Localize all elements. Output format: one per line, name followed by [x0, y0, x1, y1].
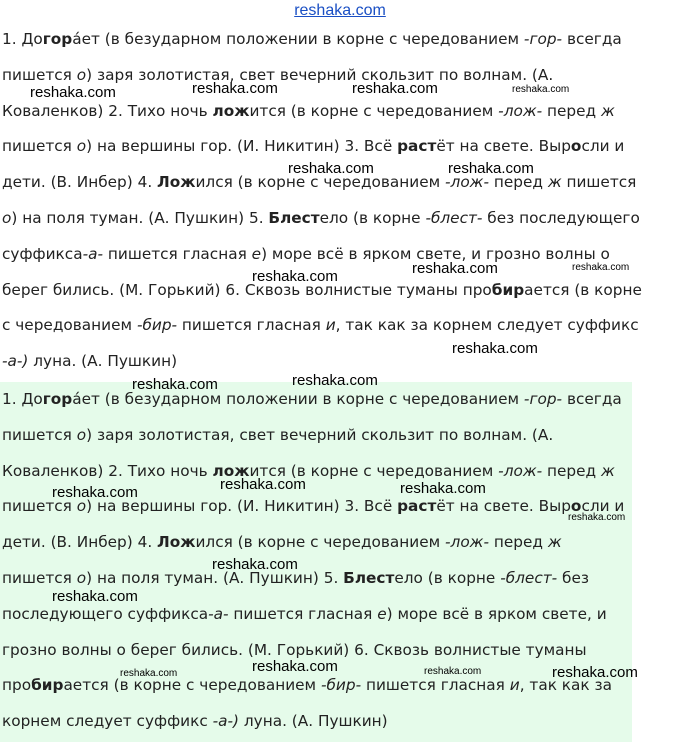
text: , так как за корнем следует суффикс [335, 316, 639, 335]
text: 2. Тихо ночь [103, 461, 213, 480]
text: ) заря золотистая, свет вечерний скользит по волнам. (А. Коваленков) [2, 65, 554, 120]
text: пишется [2, 497, 77, 516]
text: ается (в корне с чередованием [63, 676, 321, 695]
watermark: reshaka.com [52, 588, 138, 605]
text: 1. До [2, 390, 43, 408]
morpheme: -лож- [498, 101, 543, 120]
text: 4. [132, 533, 158, 552]
text: пишется [2, 137, 77, 156]
watermark: reshaka.com [352, 80, 438, 97]
text: сли и дети. (В. Инбер) [2, 137, 625, 192]
text: ёт на свете. Выр [436, 497, 571, 516]
text: пишется [561, 173, 637, 192]
text: 6. Сквозь волнистые туманы про [2, 640, 587, 695]
watermark: reshaka.com [252, 268, 338, 285]
watermark: reshaka.com [424, 666, 482, 677]
letter: о [76, 425, 87, 444]
morpheme: -а-) [212, 712, 239, 731]
text: пишется [2, 568, 77, 587]
text: ) заря золотистая, свет вечерний скользит по волнам. (А. Коваленков) [2, 425, 554, 480]
text: , так как за корнем следует суффикс [2, 676, 613, 731]
text: ) на вершины гор. (И. Никитин) [86, 497, 340, 516]
text: перед [489, 533, 548, 552]
text: без последующего суффикса [2, 568, 590, 623]
text: пишется гласная [361, 676, 510, 695]
text: ается (в корне с чередованием [2, 280, 642, 335]
letter: ж [600, 101, 615, 120]
morpheme: -лож- [498, 461, 543, 480]
letter: о [2, 208, 12, 227]
text: всегда пишется [2, 30, 622, 84]
text: ело (в корне [394, 568, 501, 587]
watermark: reshaka.com [252, 658, 338, 675]
text: ился (в корне с чередованием [195, 533, 446, 552]
morpheme: -бир- [136, 316, 178, 335]
letter: о [76, 137, 87, 156]
letter: о [76, 497, 87, 516]
text: áет (в безударном положении в корне с чередованием [72, 30, 524, 48]
morpheme: -бир- [320, 676, 362, 695]
root-highlight: Блест [268, 208, 320, 227]
text: 5. [318, 568, 344, 587]
root-highlight: лож [212, 461, 250, 480]
text: ) море всё в ярком свете, и грозно волны о берег бились. (М. Горький) [2, 244, 610, 299]
root-highlight: бир [31, 676, 64, 695]
text: пишется гласная [228, 604, 378, 623]
watermark: reshaka.com [452, 340, 538, 357]
watermark: reshaka.com [448, 160, 534, 177]
letter: и [325, 316, 336, 335]
text: ) на поля туман. (А. Пушкин) [86, 568, 319, 587]
text: 4. [132, 173, 158, 192]
letter: о [76, 65, 87, 84]
text: ился (в корне с чередованием [195, 173, 446, 192]
text: перед [489, 173, 548, 192]
text: 3. Всё [339, 497, 398, 516]
root-highlight: гор [42, 390, 73, 408]
answer-text-highlighted [0, 382, 632, 742]
watermark: reshaka.com [552, 664, 638, 681]
text: 3. Всё [339, 137, 398, 156]
morpheme: -а-) [2, 352, 29, 371]
watermark: reshaka.com [568, 512, 626, 523]
root-highlight: бир [491, 280, 525, 299]
letter: е [251, 244, 262, 263]
morpheme: -лож- [445, 173, 489, 192]
text: áет (в безударном положении в корне с чередованием [72, 390, 524, 408]
watermark: reshaka.com [412, 260, 498, 277]
watermark: reshaka.com [512, 84, 570, 95]
text: сли и дети. (В. Инбер) [2, 497, 625, 552]
letter: ж [600, 461, 615, 480]
text: луна. (А. Пушкин) [239, 712, 388, 731]
root-highlight: о [570, 137, 582, 156]
text: пишется гласная [177, 316, 326, 335]
letter: и [509, 676, 520, 695]
text: 1. До [2, 30, 43, 48]
answer-text-plain [0, 22, 652, 380]
text: 2. Тихо ночь [103, 101, 213, 120]
letter: о [76, 568, 87, 587]
morpheme: -а- [208, 604, 229, 623]
watermark: reshaka.com [52, 484, 138, 501]
morpheme: -а- [82, 244, 104, 263]
morpheme: -лож- [445, 533, 489, 552]
letter: ж [547, 533, 562, 552]
text: ) на поля туман. (А. Пушкин) [11, 208, 245, 227]
morpheme: -гор- [523, 30, 563, 48]
site-link[interactable]: reshaka.com [294, 2, 386, 19]
watermark: reshaka.com [30, 84, 116, 101]
watermark: reshaka.com [120, 668, 178, 679]
root-highlight: раст [397, 497, 437, 516]
text: перед [542, 101, 601, 120]
watermark: reshaka.com [292, 372, 378, 389]
text: ится (в корне с чередованием [249, 461, 499, 480]
watermark: reshaka.com [572, 262, 630, 273]
watermark: reshaka.com [288, 160, 374, 177]
root-highlight: раст [397, 137, 437, 156]
text: без последующего суффикса [2, 208, 640, 263]
root-highlight: Блест [343, 568, 395, 587]
text: 6. Сквозь волнистые туманы про [220, 280, 492, 299]
text: ) море всё в ярком свете, и грозно волны о берег бились. (М. Горький) [2, 604, 607, 659]
text: луна. (А. Пушкин) [28, 352, 178, 371]
root-highlight: Лож [157, 173, 196, 192]
letter: е [377, 604, 387, 623]
watermark: reshaka.com [132, 376, 218, 393]
morpheme: -блест- [500, 568, 558, 587]
text: ) на вершины гор. (И. Никитин) [86, 137, 340, 156]
root-highlight: Лож [157, 533, 196, 552]
root-highlight: гор [42, 30, 73, 48]
watermark: reshaka.com [212, 556, 298, 573]
text: ело (в корне [319, 208, 426, 227]
letter: ж [547, 173, 562, 192]
text: пишется гласная [103, 244, 252, 263]
text: всегда пишется [2, 390, 622, 444]
root-highlight: лож [212, 101, 250, 120]
text: перед [542, 461, 601, 480]
morpheme: -гор- [523, 390, 563, 408]
watermark: reshaka.com [220, 476, 306, 493]
morpheme: -блест- [425, 208, 483, 227]
text: 5. [244, 208, 269, 227]
watermark: reshaka.com [400, 480, 486, 497]
text: ёт на свете. Выр [436, 137, 571, 156]
watermark: reshaka.com [192, 80, 278, 97]
root-highlight: о [570, 497, 582, 516]
text: ится (в корне с чередованием [249, 101, 499, 120]
